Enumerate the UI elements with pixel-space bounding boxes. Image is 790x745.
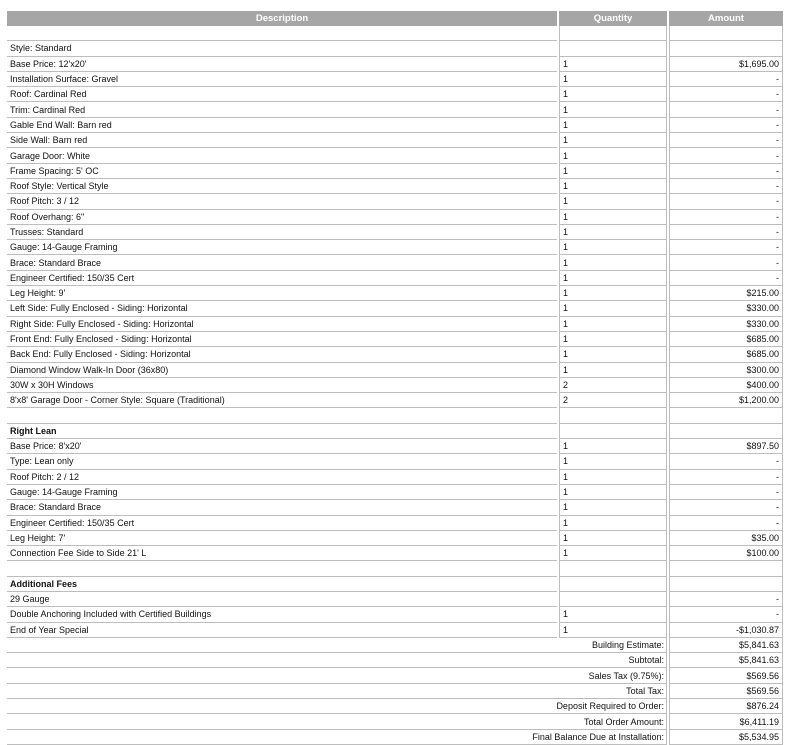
item-quantity: 1 <box>559 347 667 362</box>
table-row <box>7 225 783 240</box>
spacer-row <box>7 408 783 423</box>
table-row <box>7 72 783 87</box>
item-amount: - <box>669 500 783 515</box>
total-label: Sales Tax (9.75%): <box>7 668 667 683</box>
total-value: $6,411.19 <box>669 714 783 729</box>
table-row <box>7 363 783 378</box>
additional-fees-heading-row <box>7 577 783 592</box>
item-description: Leg Height: 9' <box>7 286 557 301</box>
table-row <box>7 164 783 179</box>
item-quantity: 1 <box>559 133 667 148</box>
item-amount: - <box>669 179 783 194</box>
item-description: Engineer Certified: 150/35 Cert <box>7 516 557 531</box>
total-value: $569.56 <box>669 684 783 699</box>
total-label: Subtotal: <box>7 653 667 668</box>
total-row <box>7 699 783 714</box>
spacer-cell <box>669 408 783 423</box>
item-quantity: 1 <box>559 363 667 378</box>
right-lean-heading: Right Lean <box>7 424 557 439</box>
item-amount: $35.00 <box>669 531 783 546</box>
item-quantity: 1 <box>559 301 667 316</box>
item-amount: $330.00 <box>669 301 783 316</box>
table-row <box>7 240 783 255</box>
item-description: Right Side: Fully Enclosed - Siding: Horizontal <box>7 317 557 332</box>
item-amount: $300.00 <box>669 363 783 378</box>
item-quantity: 1 <box>559 439 667 454</box>
total-label: Building Estimate: <box>7 638 667 653</box>
spacer-cell <box>559 26 667 41</box>
spacer-cell <box>669 26 783 41</box>
spacer-cell <box>669 561 783 576</box>
description-header: Description <box>7 11 557 26</box>
total-row <box>7 684 783 699</box>
item-description: Left Side: Fully Enclosed - Siding: Horizontal <box>7 301 557 316</box>
item-description: 29 Gauge <box>7 592 557 607</box>
item-quantity: 1 <box>559 179 667 194</box>
total-value: $5,841.63 <box>669 638 783 653</box>
item-amount: - <box>669 164 783 179</box>
total-row <box>7 668 783 683</box>
item-quantity: 1 <box>559 194 667 209</box>
spacer-cell <box>669 424 783 439</box>
total-value: $876.24 <box>669 699 783 714</box>
item-quantity: 1 <box>559 607 667 622</box>
item-amount: - <box>669 118 783 133</box>
item-description: Roof: Cardinal Red <box>7 87 557 102</box>
table-row <box>7 607 783 622</box>
total-label: Final Balance Due at Installation: <box>7 730 667 745</box>
item-description: 8'x8' Garage Door - Corner Style: Square (Traditional) <box>7 393 557 408</box>
spacer-row <box>7 561 783 576</box>
item-amount: - <box>669 102 783 117</box>
item-amount: $1,200.00 <box>669 393 783 408</box>
item-description: Garage Door: White <box>7 148 557 163</box>
item-quantity: 1 <box>559 57 667 72</box>
item-amount: - <box>669 485 783 500</box>
table-row <box>7 317 783 332</box>
spacer-cell <box>559 408 667 423</box>
table-row <box>7 301 783 316</box>
item-description: Trusses: Standard <box>7 225 557 240</box>
item-description: Gauge: 14-Gauge Framing <box>7 485 557 500</box>
item-quantity: 1 <box>559 286 667 301</box>
table-row <box>7 41 783 56</box>
table-row <box>7 592 783 607</box>
item-amount: $897.50 <box>669 439 783 454</box>
table-row <box>7 454 783 469</box>
total-row <box>7 638 783 653</box>
table-row <box>7 271 783 286</box>
item-quantity: 2 <box>559 378 667 393</box>
item-description: Roof Pitch: 3 / 12 <box>7 194 557 209</box>
table-row <box>7 623 783 638</box>
table-row <box>7 378 783 393</box>
item-description: Engineer Certified: 150/35 Cert <box>7 271 557 286</box>
total-label: Total Tax: <box>7 684 667 699</box>
item-amount: - <box>669 148 783 163</box>
item-amount: - <box>669 255 783 270</box>
item-amount: - <box>669 470 783 485</box>
total-row <box>7 730 783 745</box>
table-row <box>7 210 783 225</box>
item-amount: - <box>669 225 783 240</box>
item-amount: - <box>669 194 783 209</box>
item-quantity: 1 <box>559 210 667 225</box>
spacer-cell <box>559 561 667 576</box>
table-row <box>7 439 783 454</box>
item-quantity: 1 <box>559 317 667 332</box>
spacer-cell <box>669 577 783 592</box>
item-quantity: 1 <box>559 225 667 240</box>
item-amount: - <box>669 87 783 102</box>
table-header-row <box>7 11 783 26</box>
table-row <box>7 470 783 485</box>
item-quantity: 2 <box>559 393 667 408</box>
item-description: Roof Style: Vertical Style <box>7 179 557 194</box>
item-description: Leg Height: 7' <box>7 531 557 546</box>
item-description: Frame Spacing: 5' OC <box>7 164 557 179</box>
item-amount: $1,695.00 <box>669 57 783 72</box>
item-amount <box>669 41 783 56</box>
item-quantity: 1 <box>559 240 667 255</box>
item-amount: - <box>669 210 783 225</box>
item-amount: - <box>669 592 783 607</box>
item-quantity: 1 <box>559 454 667 469</box>
quote-table <box>5 11 785 745</box>
item-description: End of Year Special <box>7 623 557 638</box>
table-row <box>7 57 783 72</box>
table-row <box>7 393 783 408</box>
table-row <box>7 255 783 270</box>
item-amount: - <box>669 240 783 255</box>
item-quantity: 1 <box>559 500 667 515</box>
item-quantity <box>559 41 667 56</box>
item-amount: $215.00 <box>669 286 783 301</box>
table-row <box>7 118 783 133</box>
table-row <box>7 148 783 163</box>
item-amount: - <box>669 133 783 148</box>
item-description: Type: Lean only <box>7 454 557 469</box>
total-label: Total Order Amount: <box>7 714 667 729</box>
item-amount: - <box>669 271 783 286</box>
item-amount: - <box>669 516 783 531</box>
total-value: $5,534.95 <box>669 730 783 745</box>
item-description: Double Anchoring Included with Certified Buildings <box>7 607 557 622</box>
item-quantity: 1 <box>559 102 667 117</box>
item-quantity: 1 <box>559 118 667 133</box>
item-description: Installation Surface: Gravel <box>7 72 557 87</box>
item-amount: $100.00 <box>669 546 783 561</box>
item-quantity: 1 <box>559 470 667 485</box>
table-row <box>7 133 783 148</box>
item-quantity: 1 <box>559 164 667 179</box>
item-description: Brace: Standard Brace <box>7 255 557 270</box>
item-quantity: 1 <box>559 623 667 638</box>
additional-fees-heading: Additional Fees <box>7 577 557 592</box>
item-description: Base Price: 12'x20' <box>7 57 557 72</box>
table-row <box>7 485 783 500</box>
item-amount: $400.00 <box>669 378 783 393</box>
table-row <box>7 546 783 561</box>
table-row <box>7 102 783 117</box>
spacer-row <box>7 26 783 41</box>
item-description: Roof Overhang: 6" <box>7 210 557 225</box>
spacer-cell <box>7 26 557 41</box>
item-amount: -$1,030.87 <box>669 623 783 638</box>
quote-table-wrapper <box>7 11 783 745</box>
item-amount: $685.00 <box>669 347 783 362</box>
item-quantity: 1 <box>559 516 667 531</box>
item-quantity: 1 <box>559 271 667 286</box>
table-row <box>7 286 783 301</box>
item-description: Style: Standard <box>7 41 557 56</box>
right-lean-heading-row <box>7 424 783 439</box>
spacer-cell <box>7 408 557 423</box>
item-description: Side Wall: Barn red <box>7 133 557 148</box>
item-amount: - <box>669 454 783 469</box>
item-amount: $330.00 <box>669 317 783 332</box>
amount-header: Amount <box>669 11 783 26</box>
item-amount: - <box>669 72 783 87</box>
table-row <box>7 347 783 362</box>
total-value: $569.56 <box>669 668 783 683</box>
item-description: Base Price: 8'x20' <box>7 439 557 454</box>
spacer-cell <box>559 424 667 439</box>
item-quantity <box>559 592 667 607</box>
item-quantity: 1 <box>559 485 667 500</box>
item-description: Gauge: 14-Gauge Framing <box>7 240 557 255</box>
table-row <box>7 516 783 531</box>
item-quantity: 1 <box>559 531 667 546</box>
total-label: Deposit Required to Order: <box>7 699 667 714</box>
total-row <box>7 714 783 729</box>
spacer-cell <box>7 561 557 576</box>
item-description: Brace: Standard Brace <box>7 500 557 515</box>
item-quantity: 1 <box>559 255 667 270</box>
item-quantity: 1 <box>559 148 667 163</box>
total-row <box>7 653 783 668</box>
item-quantity: 1 <box>559 332 667 347</box>
table-row <box>7 87 783 102</box>
table-row <box>7 179 783 194</box>
table-row <box>7 531 783 546</box>
item-quantity: 1 <box>559 87 667 102</box>
item-description: Diamond Window Walk-In Door (36x80) <box>7 363 557 378</box>
spacer-cell <box>559 577 667 592</box>
item-description: 30W x 30H Windows <box>7 378 557 393</box>
table-row <box>7 500 783 515</box>
item-description: Connection Fee Side to Side 21' L <box>7 546 557 561</box>
table-row <box>7 194 783 209</box>
quantity-header: Quantity <box>559 11 667 26</box>
item-amount: $685.00 <box>669 332 783 347</box>
item-description: Front End: Fully Enclosed - Siding: Horizontal <box>7 332 557 347</box>
item-quantity: 1 <box>559 546 667 561</box>
item-description: Back End: Fully Enclosed - Siding: Horizontal <box>7 347 557 362</box>
item-quantity: 1 <box>559 72 667 87</box>
table-body <box>7 26 783 745</box>
total-value: $5,841.63 <box>669 653 783 668</box>
item-description: Roof Pitch: 2 / 12 <box>7 470 557 485</box>
item-description: Gable End Wall: Barn red <box>7 118 557 133</box>
item-amount: - <box>669 607 783 622</box>
table-row <box>7 332 783 347</box>
item-description: Trim: Cardinal Red <box>7 102 557 117</box>
